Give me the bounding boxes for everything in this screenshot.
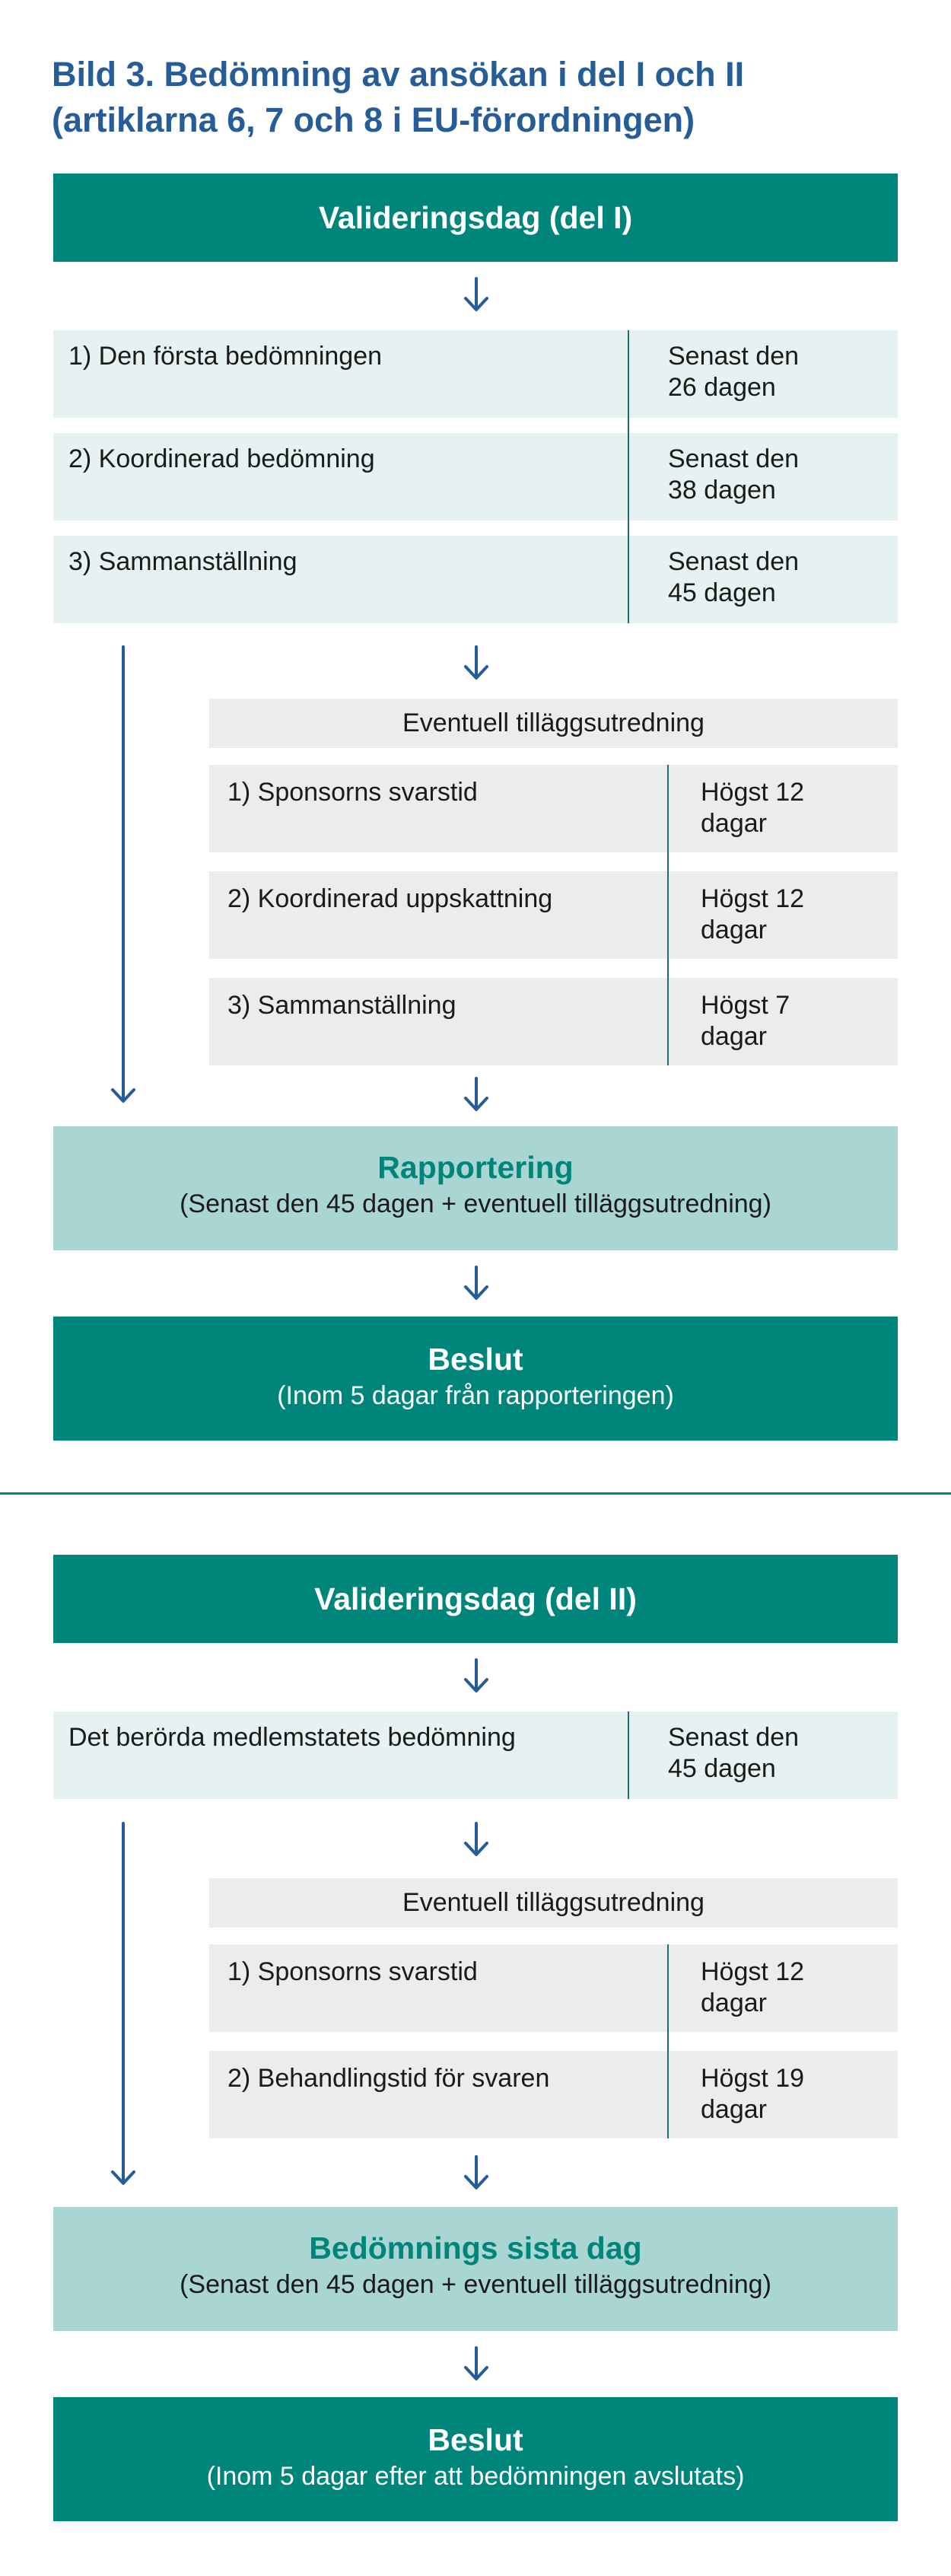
reporting-title: Rapportering	[377, 1150, 574, 1185]
part1-extra-row-2-label: 2) Koordinerad uppskattning	[227, 884, 553, 913]
assessment-last-day-title: Bedömnings sista dag	[309, 2231, 642, 2266]
part1-extra-row-2	[209, 871, 898, 959]
part1-extra-header-box	[209, 699, 898, 748]
assessment-last-day-subtitle: (Senast den 45 dagen + eventuell tilläggsutredning)	[180, 2270, 771, 2299]
arrow-down-icon	[461, 1266, 491, 1302]
reporting-subtitle: (Senast den 45 dagen + eventuell tilläggsutredning)	[180, 1189, 771, 1218]
part2-row-1-label: Det berörda medlemstatets bedömning	[68, 1723, 516, 1752]
reporting-band	[53, 1126, 898, 1250]
decision-part1-subtitle: (Inom 5 dagar från rapporteringen)	[277, 1381, 674, 1410]
part2-rows-divider	[628, 1711, 629, 1799]
part1-row-3	[53, 536, 898, 623]
part1-row-1-deadline: Senast den 26 dagen	[668, 342, 800, 402]
part2-extra-row-1-label: 1) Sponsorns svarstid	[227, 1957, 478, 1986]
figure-title-line-2: (artiklarna 6, 7 och 8 i EU-förordningen)	[52, 100, 695, 139]
part2-row-1	[53, 1711, 898, 1799]
decision-part2-subtitle: (Inom 5 dagar efter att bedömningen avslutats)	[206, 2462, 745, 2491]
part1-row-1	[53, 330, 898, 418]
arrow-down-icon	[461, 1658, 491, 1695]
arrow-down-icon	[461, 1822, 491, 1858]
arrow-down-long-icon	[107, 1822, 140, 2187]
part1-row-2-deadline: Senast den 38 dagen	[668, 444, 800, 505]
part1-row-1-label: 1) Den första bedömningen	[68, 342, 383, 371]
part2-extra-row-2-deadline: Högst 19 dagar	[701, 2064, 805, 2124]
part1-row-3-label: 3) Sammanställning	[68, 547, 297, 576]
part1-extra-row-3-label: 3) Sammanställning	[227, 991, 456, 1020]
part1-extra-row-1-deadline: Högst 12 dagar	[701, 778, 805, 838]
arrow-down-icon	[461, 2155, 491, 2192]
part1-row-3-deadline: Senast den 45 dagen	[668, 547, 800, 607]
part1-extra-row-3-deadline: Högst 7 dagar	[701, 991, 790, 1051]
part1-rows-divider	[628, 330, 629, 623]
part1-extra-divider	[667, 765, 669, 1065]
arrow-down-long-icon	[107, 645, 140, 1105]
part1-extra-header: Eventuell tilläggsutredning	[402, 708, 705, 737]
part2-extra-row-1-deadline: Högst 12 dagar	[701, 1957, 805, 2017]
part2-extra-header-box	[209, 1878, 898, 1928]
validation-day-part2-label: Valideringsdag (del II)	[314, 1581, 637, 1616]
part2-extra-divider	[667, 1944, 669, 2138]
decision-part2-band	[53, 2397, 898, 2521]
part2-extra-row-1	[209, 1944, 898, 2032]
part1-extra-row-1	[209, 765, 898, 852]
part1-extra-row-3	[209, 978, 898, 1065]
part1-row-2-label: 2) Koordinerad bedömning	[68, 444, 375, 473]
arrow-down-icon	[461, 645, 491, 682]
decision-part2-title: Beslut	[428, 2422, 523, 2457]
section-divider	[0, 1492, 951, 1495]
arrow-down-icon	[461, 2346, 491, 2383]
part1-extra-row-2-deadline: Högst 12 dagar	[701, 884, 805, 944]
validation-day-part1-label: Valideringsdag (del I)	[318, 200, 633, 235]
part1-extra-row-1-label: 1) Sponsorns svarstid	[227, 778, 478, 807]
validation-day-part2-band	[53, 1555, 898, 1643]
validation-day-part1-band	[53, 174, 898, 262]
part2-extra-row-2-label: 2) Behandlingstid för svaren	[227, 2064, 550, 2093]
assessment-last-day-band	[53, 2207, 898, 2331]
figure-title-line-1: Bild 3. Bedömning av ansökan i del I och II	[52, 55, 745, 94]
arrow-down-icon	[461, 277, 491, 314]
figure-title	[52, 52, 896, 143]
part1-row-2	[53, 433, 898, 521]
part2-extra-row-2	[209, 2051, 898, 2138]
part2-row-1-deadline: Senast den 45 dagen	[668, 1723, 800, 1783]
arrow-down-icon	[461, 1077, 491, 1113]
decision-part1-title: Beslut	[428, 1342, 523, 1377]
part2-extra-header: Eventuell tilläggsutredning	[402, 1888, 705, 1917]
decision-part1-band	[53, 1317, 898, 1441]
